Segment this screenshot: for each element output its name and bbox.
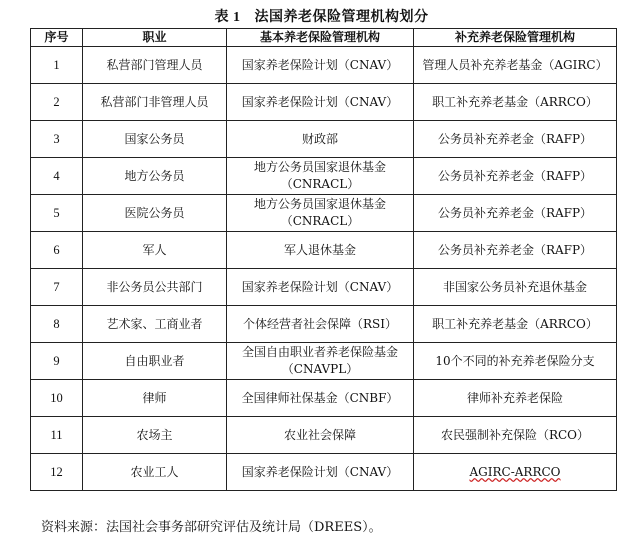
- basic-cell: 国家养老保险计划（CNAV）: [227, 454, 414, 491]
- table-row: [31, 417, 617, 454]
- table-row: [31, 306, 617, 343]
- occupation-cell: 律师: [83, 380, 227, 417]
- basic-cell: 财政部: [227, 121, 414, 158]
- basic-cell: 国家养老保险计划（CNAV）: [227, 269, 414, 306]
- supplementary-cell: 管理人员补充养老基金（AGIRC）: [414, 47, 617, 84]
- occupation-cell: 军人: [83, 232, 227, 269]
- header-cell: 序号: [31, 29, 83, 47]
- row-number: 4: [31, 158, 83, 195]
- table-row: [31, 269, 617, 306]
- table-row: [31, 47, 617, 84]
- row-number: 11: [31, 417, 83, 454]
- table-row: [31, 343, 617, 380]
- supplementary-cell: 公务员补充养老金（RAFP）: [414, 158, 617, 195]
- basic-cell: 军人退休基金: [227, 232, 414, 269]
- occupation-cell: 地方公务员: [83, 158, 227, 195]
- supplementary-cell: 律师补充养老保险: [414, 380, 617, 417]
- basic-cell: 国家养老保险计划（CNAV）: [227, 47, 414, 84]
- supplementary-cell: 农民强制补充保险（RCO）: [414, 417, 617, 454]
- supplementary-cell: 10个不同的补充养老保险分支: [414, 343, 617, 380]
- basic-cell: 国家养老保险计划（CNAV）: [227, 84, 414, 121]
- supplementary-cell: 公务员补充养老金（RAFP）: [414, 195, 617, 232]
- row-number: 5: [31, 195, 83, 232]
- basic-cell: 全国自由职业者养老保险基金（CNAVPL）: [227, 343, 414, 380]
- occupation-cell: 农场主: [83, 417, 227, 454]
- basic-cell: 个体经营者社会保障（RSI）: [227, 306, 414, 343]
- table-title-text: 法国养老保险管理机构划分: [254, 9, 429, 25]
- row-number: 12: [31, 454, 83, 491]
- header-cell: 基本养老保险管理机构: [227, 29, 414, 47]
- supplementary-cell: 公务员补充养老金（RAFP）: [414, 121, 617, 158]
- basic-cell: 地方公务员国家退休基金（CNRACL）: [227, 195, 414, 232]
- row-number: 3: [31, 121, 83, 158]
- occupation-cell: 自由职业者: [83, 343, 227, 380]
- occupation-cell: 私营部门管理人员: [83, 47, 227, 84]
- source-note: 资料来源：法国社会事务部研究评估及统计局（DREES）。: [41, 520, 382, 535]
- row-number: 6: [31, 232, 83, 269]
- basic-cell: 全国律师社保基金（CNBF）: [227, 380, 414, 417]
- supplementary-cell: 职工补充养老基金（ARRCO）: [414, 84, 617, 121]
- table-row: [31, 454, 617, 491]
- row-number: 1: [31, 47, 83, 84]
- supplementary-cell: 公务员补充养老金（RAFP）: [414, 232, 617, 269]
- row-number: 7: [31, 269, 83, 306]
- table-row: [31, 380, 617, 417]
- basic-cell: 地方公务员国家退休基金（CNRACL）: [227, 158, 414, 195]
- pension-table: [30, 28, 617, 491]
- row-number: 2: [31, 84, 83, 121]
- header-row: [31, 29, 617, 47]
- table-row: [31, 232, 617, 269]
- table-row: [31, 195, 617, 232]
- table-row: [31, 121, 617, 158]
- supplementary-cell: [414, 454, 617, 491]
- occupation-cell: 非公务员公共部门: [83, 269, 227, 306]
- table-number: 表 1: [214, 10, 241, 25]
- table-row: [31, 158, 617, 195]
- header-cell: 补充养老保险管理机构: [414, 29, 617, 47]
- occupation-cell: 国家公务员: [83, 121, 227, 158]
- header-cell: 职业: [83, 29, 227, 47]
- supplementary-cell: 职工补充养老基金（ARRCO）: [414, 306, 617, 343]
- row-number: 9: [31, 343, 83, 380]
- row-number: 10: [31, 380, 83, 417]
- supplementary-cell: 非国家公务员补充退休基金: [414, 269, 617, 306]
- table-row: [31, 84, 617, 121]
- table-title: [0, 6, 641, 26]
- supplementary-text: AGIRC-ARRCO: [469, 464, 561, 479]
- row-number: 8: [31, 306, 83, 343]
- basic-cell: 农业社会保障: [227, 417, 414, 454]
- occupation-cell: 私营部门非管理人员: [83, 84, 227, 121]
- occupation-cell: 艺术家、工商业者: [83, 306, 227, 343]
- occupation-cell: 农业工人: [83, 454, 227, 491]
- occupation-cell: 医院公务员: [83, 195, 227, 232]
